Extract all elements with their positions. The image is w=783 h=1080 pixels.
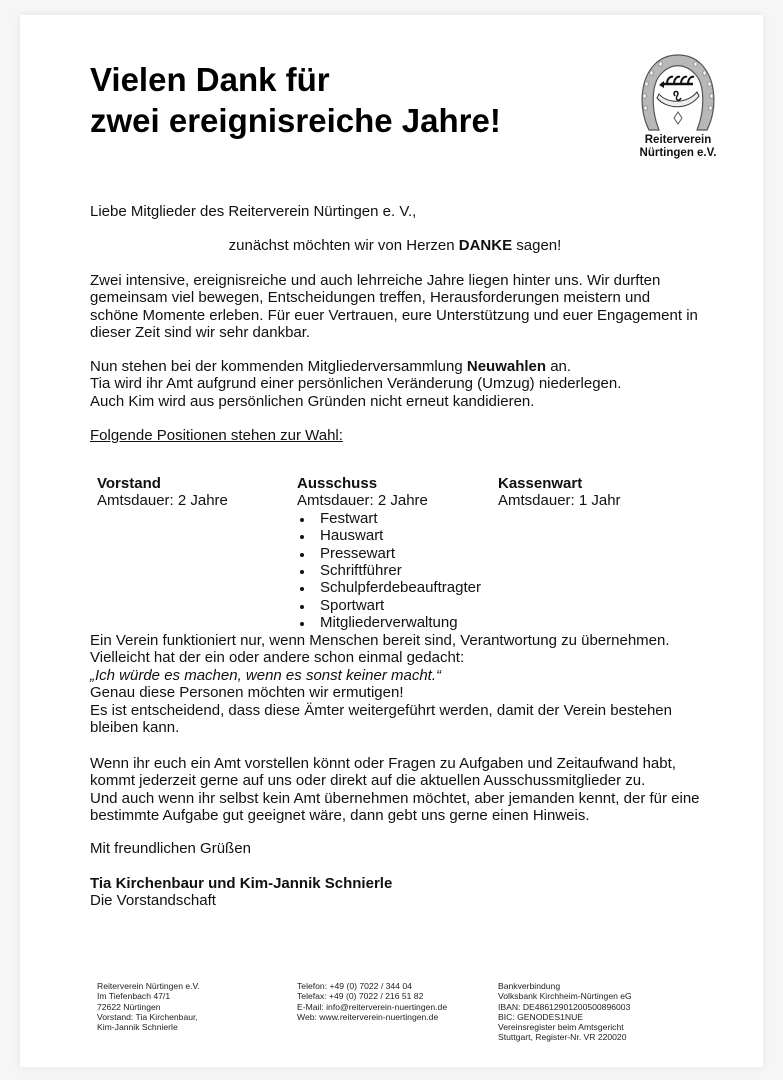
logo-text-line-2: Nürtingen e.V. bbox=[639, 147, 717, 159]
position-title: Kassenwart bbox=[498, 475, 583, 492]
signature-block bbox=[90, 875, 700, 910]
thanks-emphasis: DANKE bbox=[458, 237, 513, 254]
responsibility-line-1: Ein Verein funktioniert nur, wenn Menschen bereit sind, Verantwortung zu übernehmen. bbox=[90, 632, 670, 649]
logo-text-line-1: Reiterverein bbox=[644, 134, 712, 146]
elections-line-2: Tia wird ihr Amt aufgrund einer persönlichen Veränderung (Umzug) niederlegen. bbox=[90, 375, 622, 393]
list-item: Schulpferdebeauftragter bbox=[297, 579, 481, 596]
footer-line: Vereinsregister beim Amtsgericht bbox=[498, 1022, 624, 1033]
footer-line: Vorstand: Tia Kirchenbaur, bbox=[97, 1011, 198, 1022]
responsibility-line-2: Vielleicht hat der ein oder andere schon einmal gedacht: bbox=[90, 649, 465, 667]
position-term: Amtsdauer: 2 Jahre bbox=[97, 492, 228, 510]
elections-text: Nun stehen bei der kommenden Mitgliederversammlung bbox=[90, 358, 467, 375]
list-item: Festwart bbox=[297, 510, 481, 527]
quote-text: „Ich würde es machen, wenn es sonst keiner macht.“ bbox=[90, 666, 441, 684]
position-vorstand bbox=[97, 475, 228, 510]
footer-line: IBAN: DE48612901200500896003 bbox=[498, 1001, 631, 1012]
list-item: Sportwart bbox=[297, 597, 481, 614]
elections-line-3: Auch Kim wird aus persönlichen Gründen nicht erneut kandidieren. bbox=[90, 392, 535, 410]
thanks-text: zunächst möchten wir von Herzen bbox=[228, 237, 459, 254]
paragraph-contact bbox=[90, 755, 710, 825]
paragraph-responsibility bbox=[90, 632, 710, 736]
closing: Mit freundlichen Grüßen bbox=[90, 840, 251, 857]
footer-line: Reiterverein Nürtingen e.V. bbox=[97, 981, 200, 991]
club-logo bbox=[623, 50, 733, 180]
footer-line: Kim-Jannik Schnierle bbox=[97, 1022, 178, 1033]
footer-bank bbox=[498, 981, 632, 1043]
signatory-role: Die Vorstandschaft bbox=[90, 892, 216, 910]
quote bbox=[90, 667, 710, 684]
position-kassenwart bbox=[498, 475, 621, 510]
positions-heading: Folgende Positionen stehen zur Wahl: bbox=[90, 427, 343, 444]
position-title: Ausschuss bbox=[297, 475, 378, 492]
footer-line: Volksbank Kirchheim-Nürtingen eG bbox=[498, 991, 632, 1002]
position-ausschuss bbox=[297, 475, 481, 632]
position-title: Vorstand bbox=[97, 475, 161, 492]
contact-line-2: Und auch wenn ihr selbst kein Amt übernehmen möchtet, aber jemanden kennt, der für eine bestimmte Aufgabe gut geeignet wäre, dann gebt uns gerne einen Hinweis. bbox=[90, 789, 700, 825]
footer-contact bbox=[297, 981, 447, 1022]
horseshoe-crest-icon bbox=[637, 50, 719, 134]
list-item: Mitgliederverwaltung bbox=[297, 614, 481, 631]
elections-emphasis: Neuwahlen bbox=[466, 358, 547, 375]
thanks-text-end: sagen! bbox=[512, 237, 562, 254]
footer-line: Bankverbindung bbox=[498, 981, 561, 991]
footer-address bbox=[97, 981, 200, 1032]
footer-phone: Telefon: +49 (0) 7022 / 344 04 bbox=[297, 981, 412, 991]
position-term: Amtsdauer: 1 Jahr bbox=[498, 492, 621, 510]
page-title bbox=[90, 59, 501, 141]
footer-line: Stuttgart, Register-Nr. VR 220020 bbox=[498, 1032, 627, 1043]
club-logo-text bbox=[623, 134, 733, 160]
footer-line: BIC: GENODES1NUE bbox=[498, 1011, 584, 1022]
footer-line: Im Tiefenbach 47/1 bbox=[97, 991, 171, 1002]
responsibility-line-5: Es ist entscheidend, dass diese Ämter weitergeführt werden, damit der Verein bestehen bleiben kann. bbox=[90, 701, 672, 737]
footer-line: 72622 Nürtingen bbox=[97, 1001, 161, 1012]
list-item: Pressewart bbox=[297, 545, 481, 562]
document-page bbox=[20, 15, 763, 1067]
responsibility-line-4: Genau diese Personen möchten wir ermutigen! bbox=[90, 684, 404, 702]
elections-line-1 bbox=[90, 358, 700, 375]
footer-website[interactable]: Web: www.reiterverein-nuertingen.de bbox=[297, 1011, 439, 1022]
signatories: Tia Kirchenbaur und Kim-Jannik Schnierle bbox=[90, 875, 393, 892]
position-term: Amtsdauer: 2 Jahre bbox=[297, 492, 428, 510]
positions-list bbox=[77, 475, 677, 635]
paragraph-gratitude: Zwei intensive, ereignisreiche und auch lehrreiche Jahre liegen hinter uns. Wir durften gemeinsam viel bewegen, Entscheidungen treffen, Herausforderungen meistern und schöne Momente erleben. Für euer Vertrauen, eure Unterstützung und euer Engagement in dieser Zeit sind wir sehr dankbar. bbox=[90, 272, 698, 342]
salutation: Liebe Mitglieder des Reiterverein Nürtingen e. V., bbox=[90, 203, 417, 220]
list-item: Schriftführer bbox=[297, 562, 481, 579]
title-line-2: zwei ereignisreiche Jahre! bbox=[90, 102, 501, 139]
ausschuss-roles bbox=[297, 510, 481, 632]
thanks-line bbox=[90, 237, 700, 254]
paragraph-elections bbox=[90, 358, 700, 410]
title-line-1: Vielen Dank für bbox=[90, 61, 330, 98]
footer-fax: Telefax: +49 (0) 7022 / 216 51 82 bbox=[297, 991, 424, 1002]
elections-text-end: an. bbox=[546, 358, 572, 375]
contact-line-1: Wenn ihr euch ein Amt vorstellen könnt oder Fragen zu Aufgaben und Zeitaufwand habt, kommt jederzeit gerne auf uns oder direkt auf die aktuellen Ausschussmitglieder zu. bbox=[90, 755, 676, 790]
footer-email[interactable]: E-Mail: info@reiterverein-nuertingen.de bbox=[297, 1001, 448, 1012]
list-item: Hauswart bbox=[297, 527, 481, 544]
